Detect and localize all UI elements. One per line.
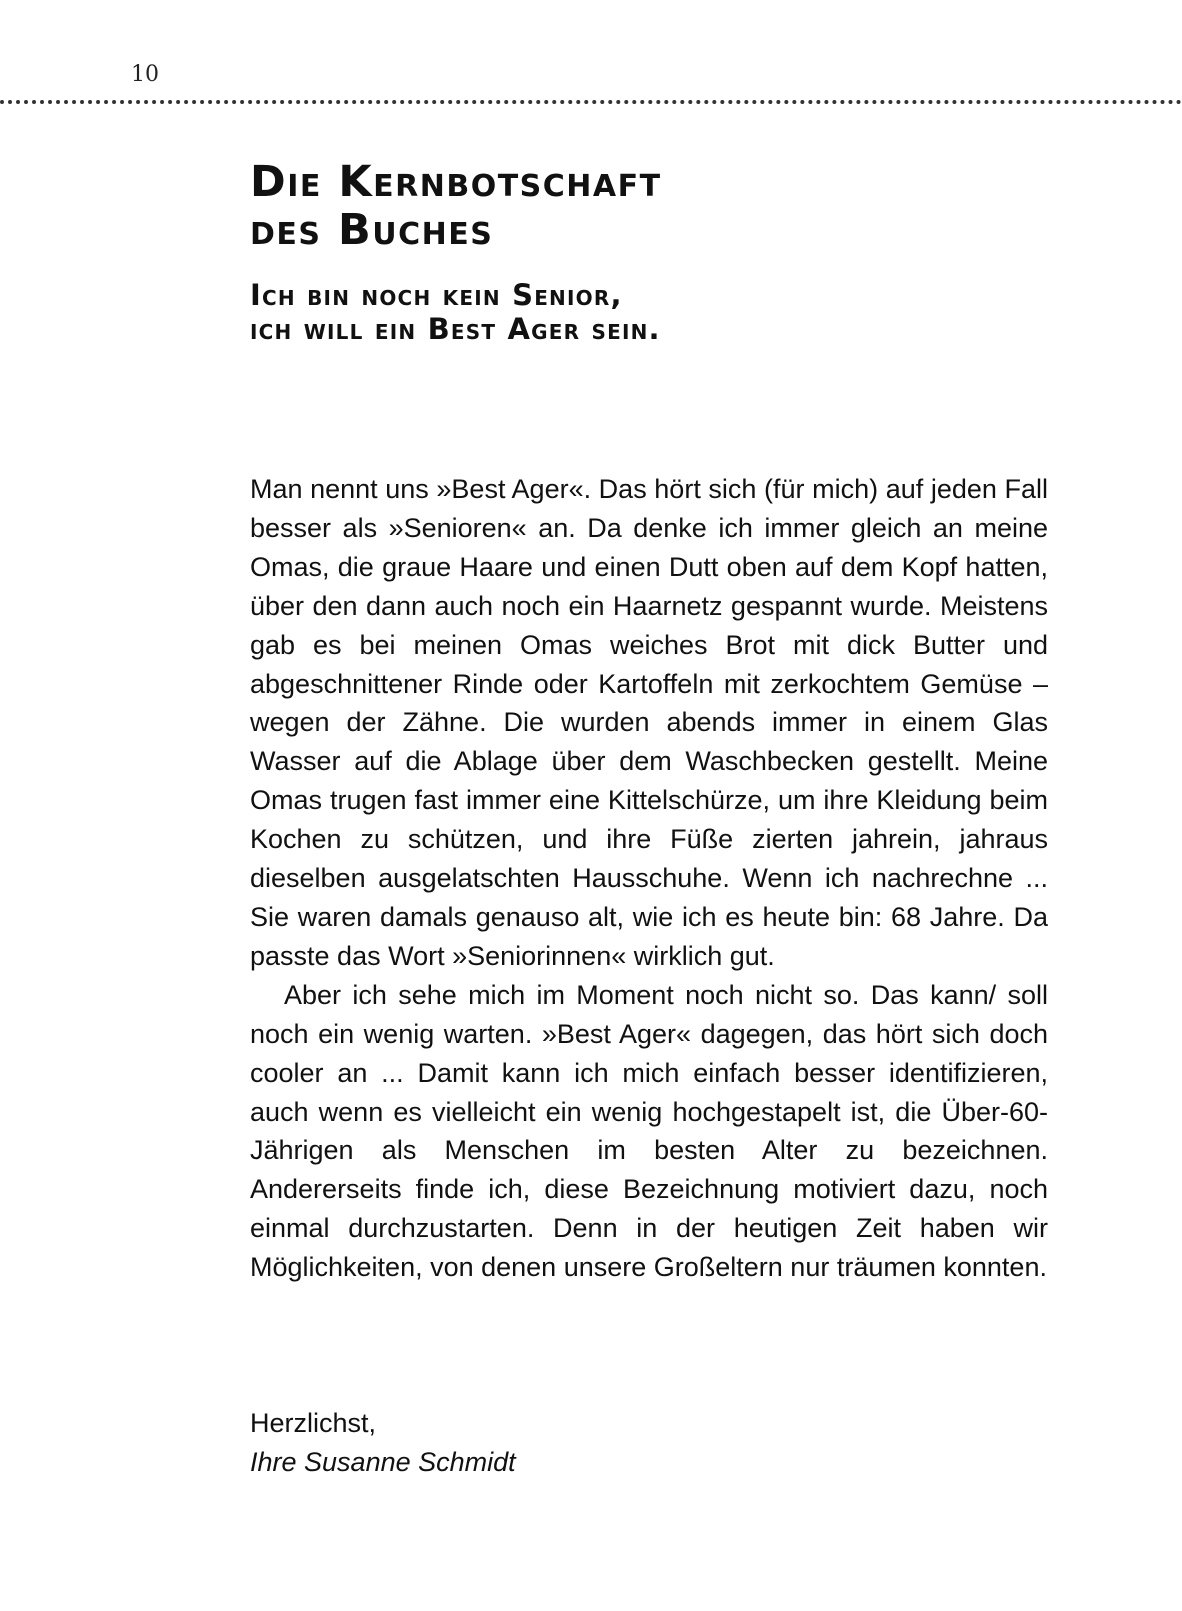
- chapter-title-line-2: des Buches: [250, 205, 494, 255]
- chapter-subtitle: [250, 278, 1048, 346]
- closing: [250, 1404, 1048, 1482]
- paragraph: Man nennt uns »Best Ager«. Das hört sich (für mich) auf jeden Fall besser als »Senioren« an. Da denke ich immer gleich an meine Omas, die graue Haare und einen Dutt oben auf dem Kopf hatten, über den dann auch noch ein Haarnetz gespannt wurde. Meistens gab es bei meinen Omas weiches Brot mit dick Butter und abgeschnittener Rinde oder Kartoffeln mit zerkochtem Gemüse – wegen der Zähne. Die wurden abends immer in einem Glas Wasser auf die Ablage über dem Waschbecken gestellt. Meine Omas trugen fast immer eine Kittelschürze, um ihre Kleidung beim Kochen zu schützen, und ihre Füße zierten jahrein, jahraus dieselben ausgelatschten Hausschuhe. Wenn ich nachrechne ... Sie waren damals genauso alt, wie ich es heute bin: 68 Jahre. Da passte das Wort »Seniorinnen« wirklich gut.: [250, 474, 1048, 971]
- chapter-subtitle-line-1: Ich bin noch kein Senior,: [250, 278, 623, 312]
- page-number: 10: [131, 62, 159, 87]
- signature: Ihre Susanne Schmidt: [250, 1447, 516, 1477]
- chapter-subtitle-line-2: ich will ein Best Ager sein.: [250, 312, 661, 346]
- chapter-title: [250, 158, 1048, 254]
- dotted-divider: [0, 100, 1182, 104]
- paragraph: Aber ich sehe mich im Moment noch nicht so. Das kann/ soll noch ein wenig warten. »Best Ager« dagegen, das hört sich doch cooler an ... Damit kann ich mich einfach besser identifizieren, auch wenn es vielleicht ein wenig hochgestapelt ist, die Über-60-Jährigen als Menschen im besten Alter zu bezeichnen. Andererseits finde ich, diese Bezeichnung motiviert dazu, noch einmal durchzustarten. Denn in der heutigen Zeit haben wir Möglichkeiten, von denen unsere Großeltern nur träumen konnten.: [250, 979, 1048, 1283]
- chapter-title-line-1: Die Kernbotschaft: [250, 157, 662, 207]
- body-text: [250, 470, 1048, 1287]
- greeting: Herzlichst,: [250, 1408, 377, 1438]
